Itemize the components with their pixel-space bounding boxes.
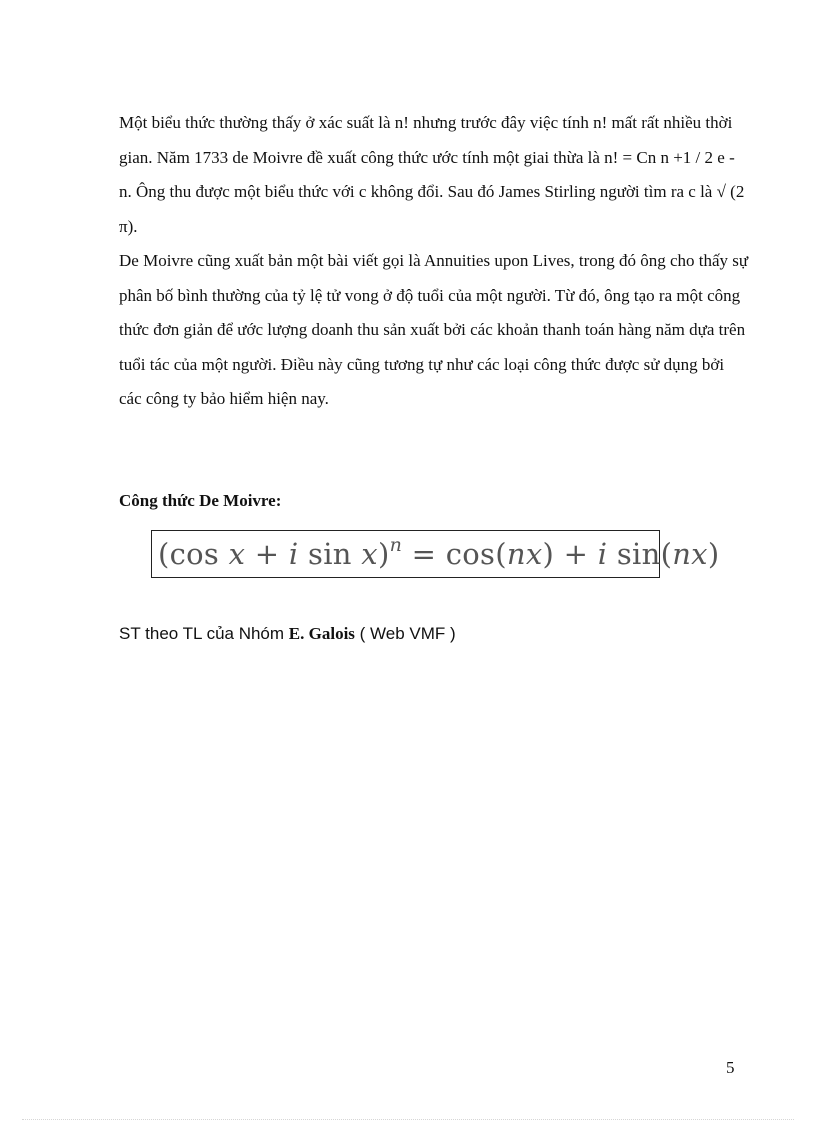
- page-number: 5: [726, 1058, 735, 1077]
- formula-var: i: [597, 537, 608, 571]
- formula-part: +: [245, 537, 289, 571]
- formula-exponent: n: [389, 534, 403, 556]
- formula-var: nx: [506, 537, 543, 571]
- formula-var: i: [288, 537, 299, 571]
- paragraph-stirling: Một biểu thức thường thấy ở xác suất là n! nhưng trước đây việc tính n! mất rất nhiều thời gian. Năm 1733 de Moivre đề xuất công thức ước tính một giai thừa là n! = Cn n +1 / 2 e - n. Ông thu được một biểu thức với c không đổi. Sau đó James Stirling người tìm ra c là √ (2 π).: [119, 113, 745, 236]
- de-moivre-formula: [158, 535, 719, 573]
- formula-part: sin(: [607, 537, 673, 571]
- body-text: [119, 106, 749, 417]
- footer-divider: [22, 1119, 794, 1120]
- credit-prefix: ST theo TL của Nhóm: [119, 624, 289, 643]
- formula-var: x: [228, 537, 246, 571]
- credit-suffix: ( Web VMF ): [354, 624, 456, 643]
- paragraph-annuities: De Moivre cũng xuất bản một bài viết gọi là Annuities upon Lives, trong đó ông cho thấy sự phân bố bình thường của tỷ lệ tử vong ở độ tuổi của một người. Từ đó, ông tạo ra một công thức đơn giản để ước lượng doanh thu sản xuất bởi các khoản thanh toán hàng năm dựa trên tuổi tác của một người. Điều này cũng tương tự như các loại công thức được sử dụng bởi các công ty bảo hiểm hiện nay.: [119, 251, 749, 408]
- credit-group: E. Galois: [288, 624, 355, 643]
- formula-part: sin: [298, 537, 362, 571]
- formula-part: ): [707, 537, 720, 571]
- source-credit: [119, 619, 456, 649]
- formula-part: ): [377, 537, 390, 571]
- formula-box: [151, 530, 720, 578]
- formula-part: ) +: [542, 537, 598, 571]
- formula-heading: Công thức De Moivre:: [119, 491, 282, 510]
- formula-var: x: [361, 537, 378, 571]
- formula-var: nx: [672, 537, 708, 571]
- formula-part: = cos(: [402, 537, 507, 571]
- formula-part: (cos: [158, 537, 229, 571]
